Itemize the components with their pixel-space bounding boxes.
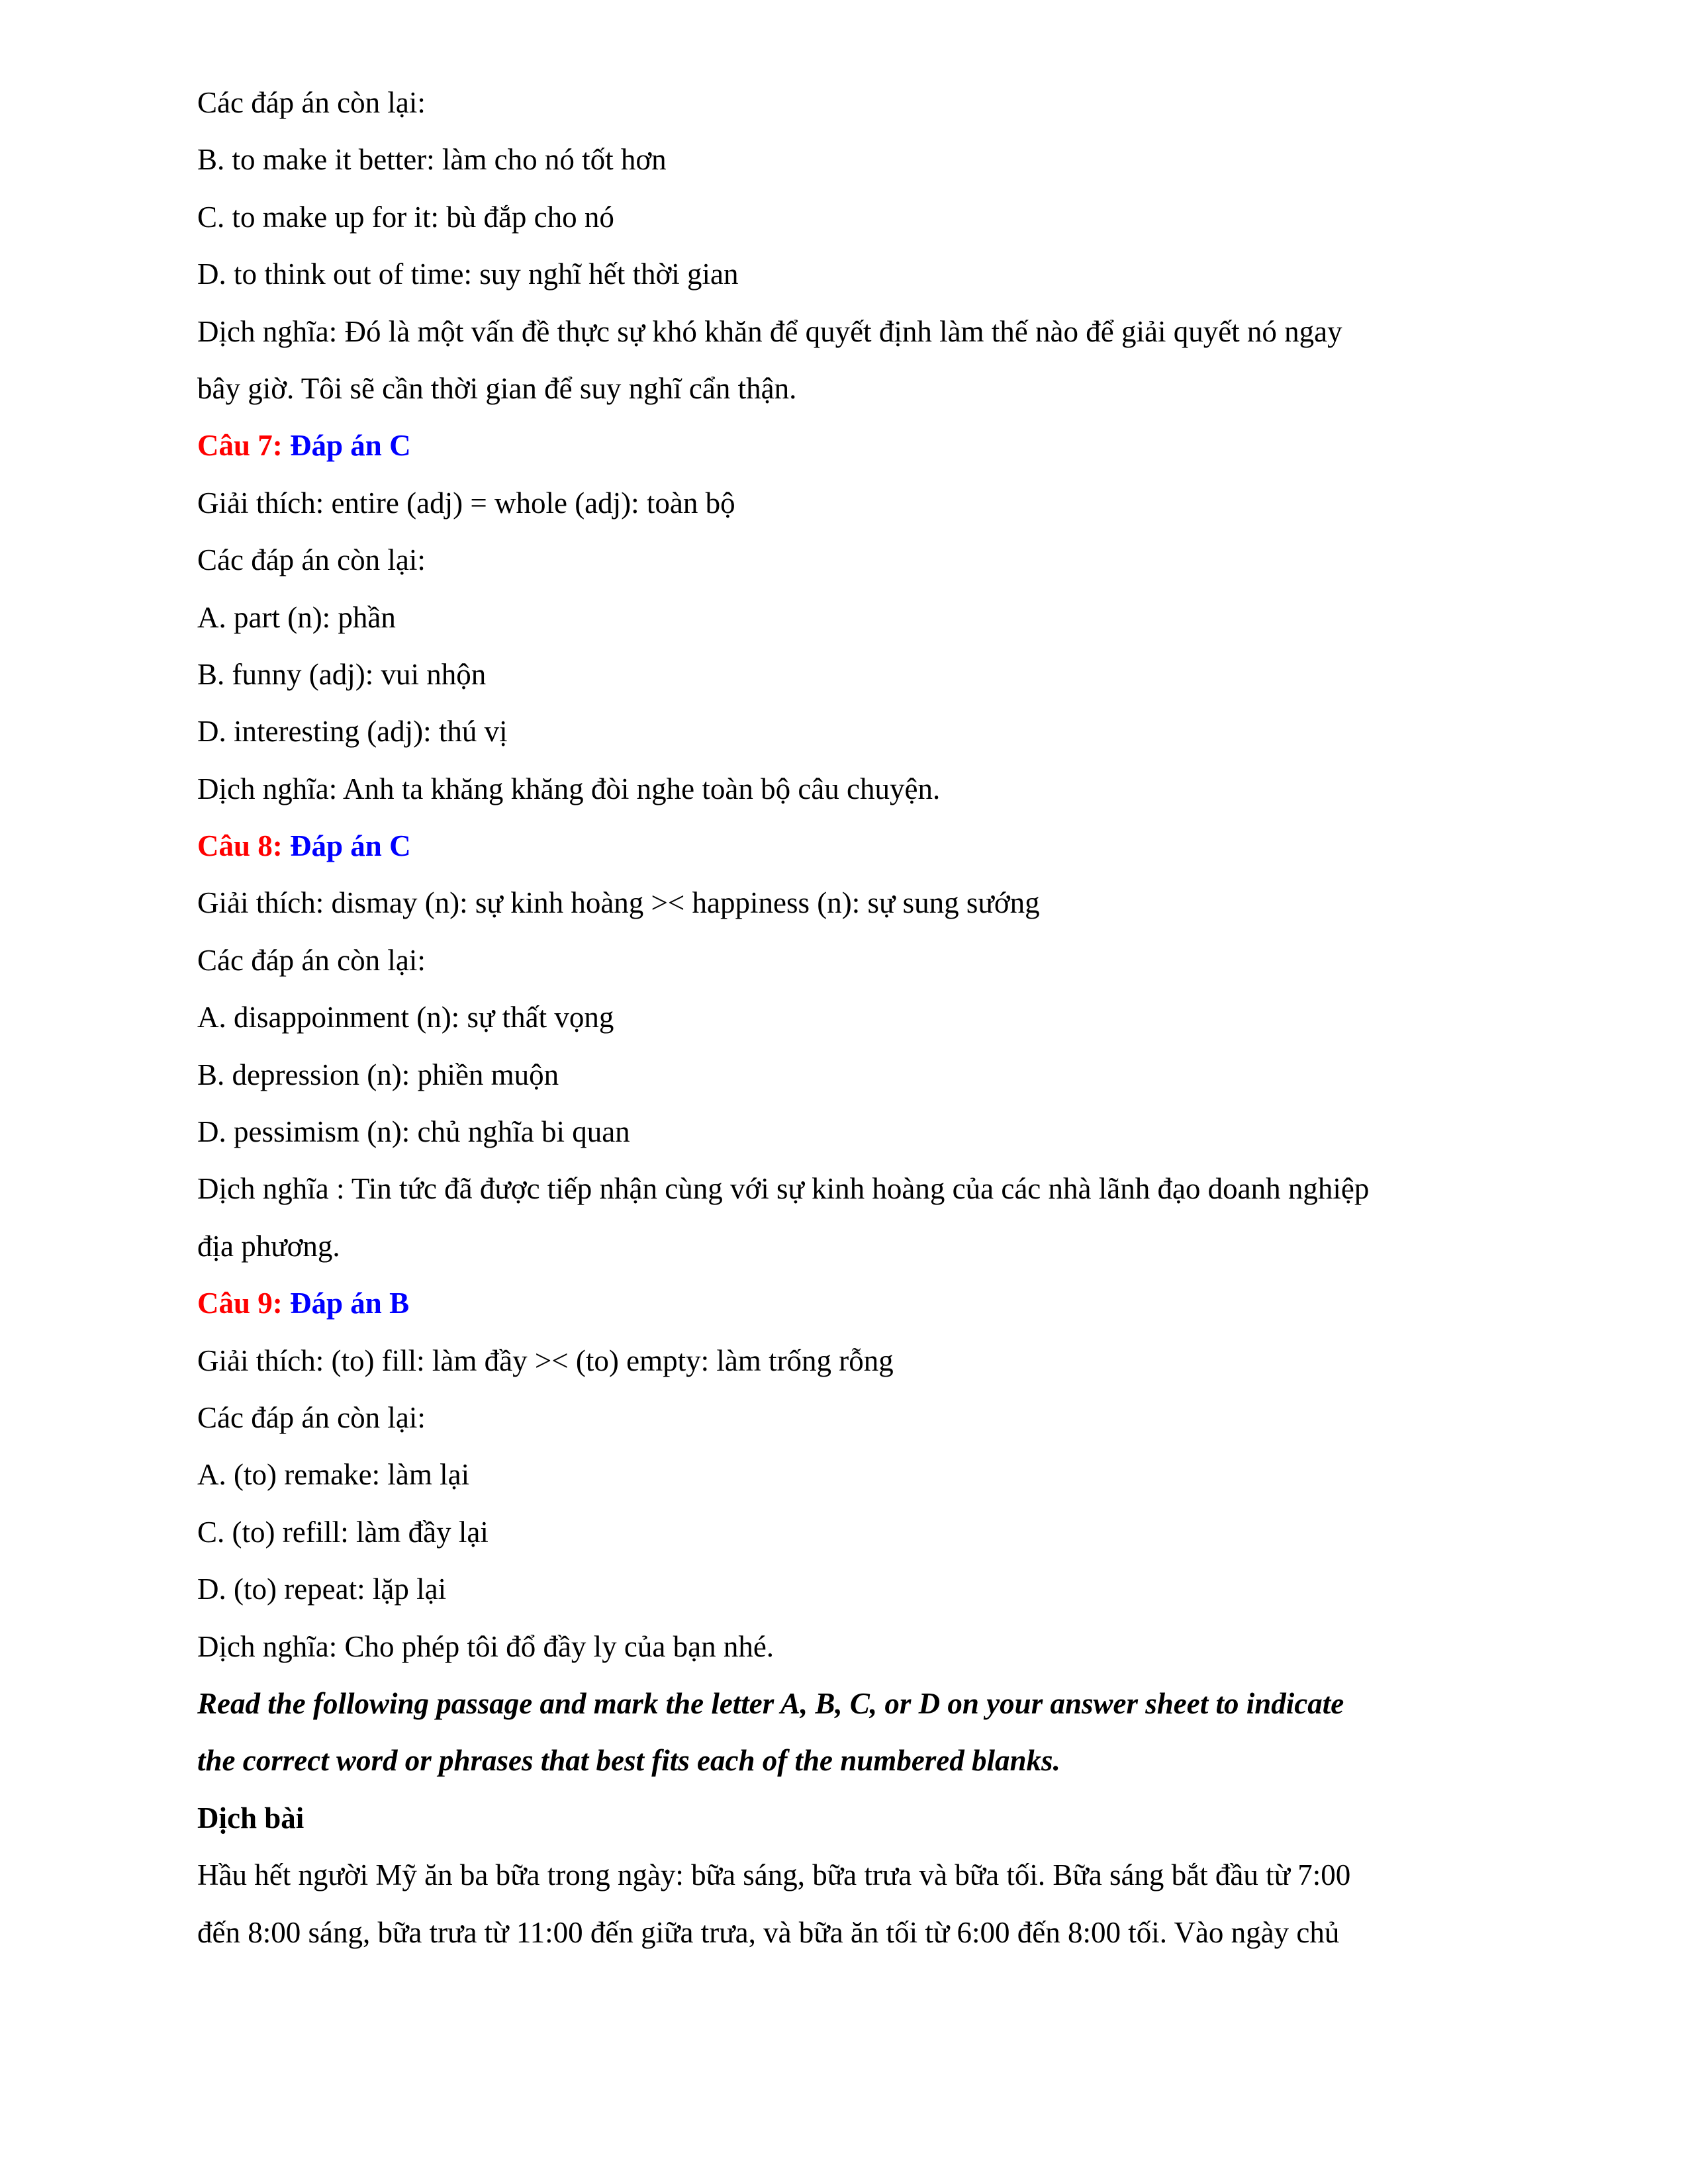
instruction-line: Read the following passage and mark the letter A, B, C, or D on your answer sheet to indicate [197,1686,1344,1720]
text-line: Các đáp án còn lại: [197,943,426,977]
text-line: C. to make up for it: bù đắp cho nó [197,200,614,234]
text-line: địa phương. [197,1229,340,1263]
text-line: B. depression (n): phiền muộn [197,1058,559,1091]
text-line: A. disappoinment (n): sự thất vọng [197,1001,614,1034]
question-7-label: Câu 7: [197,429,291,463]
instruction-line: the correct word or phrases that best fits each of the numbered blanks. [197,1744,1060,1778]
text-line: C. (to) refill: làm đầy lại [197,1515,489,1549]
question-9-heading [197,1275,1495,1332]
section-heading: Dịch bài [197,1801,305,1835]
text-line: bây giờ. Tôi sẽ cần thời gian để suy nghĩ cẩn thận. [197,371,797,405]
text-line: Dịch nghĩa : Tin tức đã được tiếp nhận cùng với sự kinh hoàng của các nhà lãnh đạo doanh nghiệp [197,1172,1370,1206]
text-line: Các đáp án còn lại: [197,543,426,577]
question-8-answer: Đáp án C [290,829,411,863]
text-line: D. to think out of time: suy nghĩ hết thời gian [197,257,739,291]
text-line: Giải thích: (to) fill: làm đầy >< (to) empty: làm trống rỗng [197,1343,894,1377]
text-line: Dịch nghĩa: Anh ta khăng khăng đòi nghe toàn bộ câu chuyện. [197,772,941,805]
text-line: B. funny (adj): vui nhộn [197,657,487,691]
text-line: Dịch nghĩa: Cho phép tôi đổ đầy ly của bạn nhé. [197,1629,774,1663]
text-line: A. (to) remake: làm lại [197,1458,470,1492]
text-line: B. to make it better: làm cho nó tốt hơn [197,143,667,177]
question-9-label: Câu 9: [197,1287,291,1320]
text-line: Giải thích: dismay (n): sự kinh hoàng >< happiness (n): sự sung sướng [197,886,1040,920]
text-line: Hầu hết người Mỹ ăn ba bữa trong ngày: bữa sáng, bữa trưa và bữa tối. Bữa sáng bắt đầu từ 7:00 [197,1858,1351,1892]
text-line: A. part (n): phần [197,600,396,634]
question-8-heading [197,817,1495,874]
question-7-answer: Đáp án C [290,429,411,463]
text-line: D. (to) repeat: lặp lại [197,1572,447,1606]
text-line: Dịch nghĩa: Đó là một vấn đề thực sự khó khăn để quyết định làm thế nào để giải quyết nó ngay [197,314,1342,348]
text-line: Giải thích: entire (adj) = whole (adj): toàn bộ [197,486,735,520]
text-line: Các đáp án còn lại: [197,86,426,119]
text-line: Các đáp án còn lại: [197,1400,426,1434]
document-page [197,74,1495,1961]
question-8-label: Câu 8: [197,829,291,863]
text-line: D. interesting (adj): thú vị [197,715,508,749]
question-7-heading [197,417,1495,474]
text-line: đến 8:00 sáng, bữa trưa từ 11:00 đến giữa trưa, và bữa ăn tối từ 6:00 đến 8:00 tối. Vào ngày chủ [197,1915,1340,1949]
text-line: D. pessimism (n): chủ nghĩa bi quan [197,1115,630,1149]
question-9-answer: Đáp án B [290,1287,410,1320]
